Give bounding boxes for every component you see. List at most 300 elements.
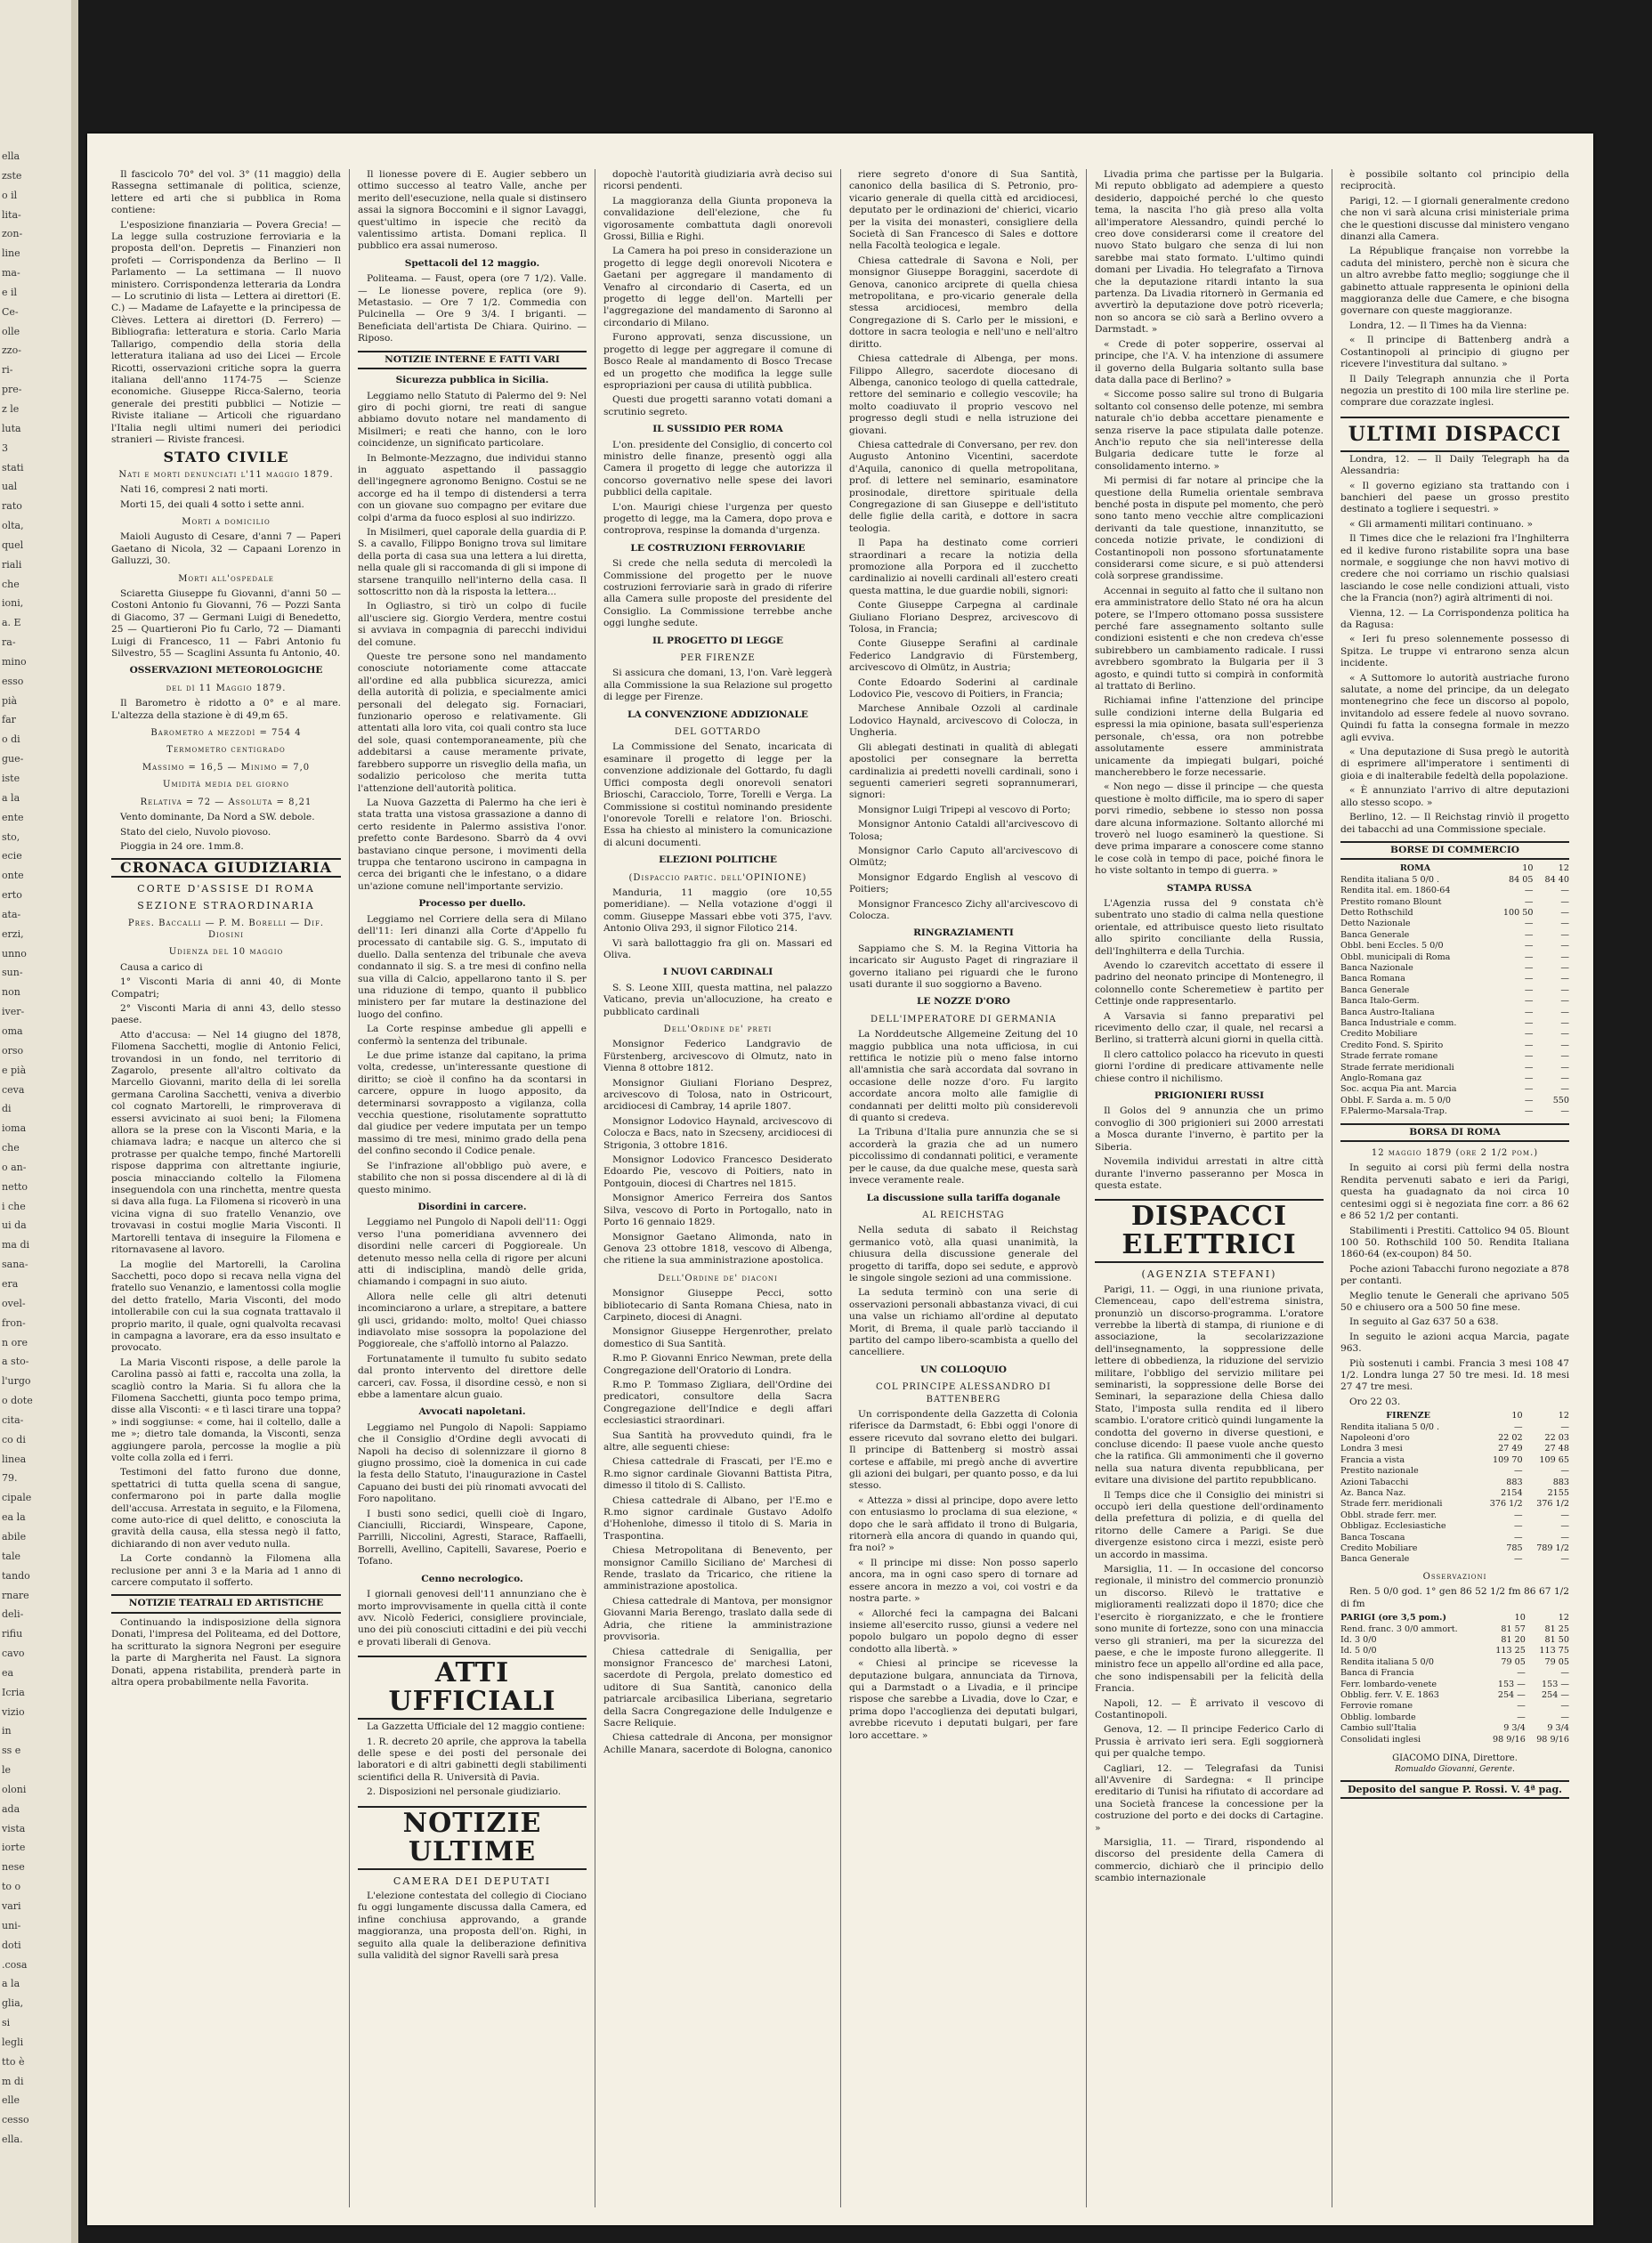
price-cell: 113 25 [1495, 1646, 1526, 1656]
paragraph: Allora nelle celle gli altri detenuti incominciarono a urlare, a strepitare, a battere gli usci, gridando: molto, molto! Quei chiasso indiavolato mise sossopra la popolazione del Poggioreale, che s'affollò intorno al Palazzo. [358, 1291, 587, 1350]
price-cell: — [1524, 919, 1534, 929]
paragraph: Vi sarà ballottaggio fra gli on. Massari ed Oliva. [603, 937, 832, 960]
price-cell: — [1524, 1106, 1534, 1117]
price-cell: — [1560, 1421, 1569, 1432]
price-cell: — [1560, 1084, 1569, 1095]
security-name: Obbl. beni Eccles. 5 0/0 [1340, 941, 1444, 951]
paragraph: Monsignor Lodovico Francesco Desiderato Edoardo Pie, vescovo di Poitiers, nato in Pontgouin, diocesi di Chartres nel 1815. [603, 1154, 832, 1189]
paragraph: Londra, 12. — Il Daily Telegraph ha da Alessandria: [1340, 453, 1569, 477]
security-name: Detto Rothschild [1340, 907, 1413, 918]
subtitle: CAMERA DEI DEPUTATI [393, 1875, 552, 1887]
edge-fragment: ea [2, 1666, 14, 1679]
table-row [1340, 963, 1569, 974]
price-cell: 550 [1552, 1095, 1569, 1105]
price-cell: — [1524, 1073, 1534, 1084]
paragraph: Queste tre persone sono nel mandamento conosciute notoriamente come attaccate all'ordine ed alla pubblica sicurezza, amici della autorità di polizia, e specialmente amici personali del delegato sig. Fornaciari, funzionario operoso e relativamente. Gli attentati alla loro vita, coi quali contro sta luce del sole, quasi contemporaneamente, più che addebitarsi a cause meramente private, farebbero supporre un risveglio della mafia, un sodalizio pericoloso che merita tutta l'attenzione dell'autorità politica. [358, 652, 587, 794]
table-row [1340, 875, 1569, 886]
security-name: Credito Fond. S. Spirito [1340, 1040, 1444, 1050]
paragraph: Furono approvati, senza discussione, un progetto di legge per aggregare il comune di Bosco Reale al mandamento di Bosco Trecase ed un progetto che modifica la legge sulle espropriazioni per causa di utilità pubblica. [603, 332, 832, 391]
table-header: 10 [1514, 1613, 1526, 1624]
table-row [1340, 1084, 1569, 1095]
section-title: LE COSTRUZIONI FERROVIARIE [630, 542, 806, 554]
price-cell: 376 1/2 [1536, 1499, 1569, 1510]
price-cell: — [1514, 1510, 1523, 1520]
subtitle: CORTE D'ASSISE DI ROMA [137, 882, 315, 895]
edge-fragment: ioma [2, 1122, 27, 1135]
edge-fragment: ss e [2, 1745, 21, 1757]
table-row [1340, 1735, 1569, 1745]
edge-fragment: o il [2, 189, 18, 201]
paragraph: Parigi, 12. — I giornali generalmente credono che non vi sarà alcuna crisi ministeriale prima che le questioni discusse dal ministero vengano dinanzi alla Camera. [1340, 195, 1569, 243]
edge-fragment: sana- [2, 1259, 28, 1271]
table-header: PARIGI (ore 3,5 pom.) [1340, 1613, 1447, 1624]
security-name: Strade ferrate meridionali [1340, 1062, 1454, 1073]
price-cell: 79 05 [1544, 1656, 1569, 1667]
security-name: Obbligaz. Ecclesiastiche [1340, 1521, 1446, 1532]
edge-fragment: ella [2, 150, 20, 162]
price-cell: — [1560, 1521, 1569, 1532]
price-cell: — [1524, 951, 1534, 962]
column-5 [1086, 169, 1332, 2207]
security-name: Obblig. lombarde [1340, 1712, 1416, 1722]
section-title: NOTIZIE INTERNE E FATTI VARI [358, 351, 587, 369]
edge-fragment: ceva [2, 1083, 25, 1096]
table-header: 12 [1558, 863, 1569, 874]
edge-fragment: vista [2, 1822, 26, 1834]
edge-fragment: ata- [2, 908, 21, 920]
edge-fragment: che [2, 578, 20, 590]
security-name: Rend. franc. 3 0/0 ammort. [1340, 1624, 1458, 1634]
section-title: CRONACA GIUDIZIARIA [111, 858, 341, 877]
subtitle: Osservazioni [1422, 1571, 1487, 1582]
price-cell: — [1560, 1073, 1569, 1084]
edge-fragment: non [2, 986, 20, 999]
table-row [1340, 919, 1569, 929]
section-title: ELEZIONI POLITICHE [659, 854, 777, 866]
edge-fragment: quel [2, 538, 24, 551]
paragraph: L'on. presidente del Consiglio, di concerto col ministro delle finanze, presentò oggi alla Camera il progetto di legge che autorizza il concorso governativo nelle spese dei lavori pubblici della capitale. [603, 439, 832, 498]
security-name: Banca Nazionale [1340, 962, 1413, 973]
security-name: Banca Generale [1340, 984, 1410, 995]
paragraph: La Corte respinse ambedue gli appelli e confermò la sentenza del tribunale. [358, 1024, 587, 1047]
edge-fragment: fron- [2, 1316, 26, 1329]
paragraph: Più sostenuti i cambi. Francia 3 mesi 108 47 1/2. Londra lunga 27 50 tre mesi. Id. 18 mesi 27 47 tre mesi. [1340, 1357, 1569, 1393]
paragraph: « Una deputazione di Susa pregò le autorità di esprimere all'imperatore i sentimenti di gioia e di inalterabile fedeltà della popolazione. [1340, 747, 1569, 781]
edge-fragment: tale [2, 1550, 21, 1562]
price-cell: — [1560, 951, 1569, 962]
paragraph: Atto d'accusa: — Nel 14 giugno del 1878, Filomena Sacchetti, moglie di Antonio Felici, trovandosi in un fondo, nel territorio di Zagarolo, presente all'altro coltivato da Marcello Giovanni, marito della di lei sorella germana Carolina Sacchetti, veniva a diverbio col cognato Martorelli, le rimproverava di essersi avvicinato ai suoi beni; la Filomena allora se la prese con la Visconti Maria, e la chiamava ladra; e nacque un alterco che si protrasse per qualche tempo, finché Martorelli rispose dapprima con altrettante ingiurie, poscia minacciando coltello la Filomena inseguendola con una rinchetta, mentre questa si dava alla fuga. La Filomena si ricoverò in una vicina vigna di suo fratello Venanzio, ove trovavasi in costui moglie Maria Visconti. Il Martorelli tentava di inseguire la Filomena e ritornavasene al lavoro. [111, 1029, 341, 1256]
paragraph: Marchese Annibale Ozzoli al cardinale Lodovico Haynald, arcivescovo di Colocza, in Ungheria. [849, 703, 1078, 739]
table-header: FIRENZE [1386, 1411, 1430, 1421]
table-row [1340, 1444, 1569, 1454]
edge-fragment: Ce- [2, 305, 19, 318]
security-name: Rendita italiana 5 0/0 . [1340, 1421, 1440, 1432]
security-name: Id. 5 0/0 [1340, 1646, 1377, 1656]
security-name: Azioni Tabacchi [1340, 1477, 1409, 1487]
paragraph: Chiesa cattedrale di Conversano, per rev. don Augusto Antonino Vicentini, sacerdote d'Aquila, canonico di quella metropolitana, prof. di lettere nel seminario, esaminatore prosinodale, direttore spirituale della Congregazione di san Giuseppe e dell'istituto delle figlie della carità, e dottore in sacra teologia. [849, 439, 1078, 534]
subtitle: DEL GOTTARDO [674, 727, 762, 738]
table-row [1340, 1455, 1569, 1466]
paragraph: Chiesa cattedrale di Albano, per l'E.mo e R.mo signor cardinale Gustavo Adolfo d'Hohenlohe, dimesso il titolo di S. Maria in Traspontina. [603, 1494, 832, 1542]
price-cell: — [1524, 1018, 1534, 1028]
security-name: Banca Generale [1340, 929, 1410, 940]
paragraph: Monsignor Carlo Caputo all'arcivescovo di Olmütz; [849, 845, 1078, 869]
paragraph: Berlino, 12. — Il Reichstag rinviò il progetto dei tabacchi ad una Commissione speciale. [1340, 812, 1569, 835]
paragraph: Poche azioni Tabacchi furono negoziate a 878 per contanti. [1340, 1263, 1569, 1287]
section-title: ATTI UFFICIALI [358, 1656, 587, 1720]
security-name: Banca Austro-Italiana [1340, 1007, 1435, 1017]
price-cell: 81 20 [1501, 1634, 1526, 1645]
paragraph: Il Temps dice che il Consiglio dei ministri si occupò ieri della questione dell'ordinamento della prefettura di polizia, e di quella del ritorno delle Camere a Parigi. Se due divergenze esistono circa i mezzi, esiste però un accordo in massima. [1095, 1489, 1324, 1560]
edge-fragment: mino [2, 655, 27, 668]
column-3 [595, 169, 840, 2207]
subtitle: 12 maggio 1879 (ore 2 1/2 pom.) [1371, 1148, 1539, 1159]
edge-fragment: netto [2, 1180, 28, 1193]
edge-fragment: o di [2, 733, 20, 746]
price-cell: — [1524, 996, 1534, 1007]
table-row [1340, 897, 1569, 908]
paragraph: Chiesa cattedrale di Frascati, per l'E.mo e R.mo signor cardinale Giovanni Battista Pitra, dimesso il titolo di S. Callisto. [603, 1456, 832, 1492]
edge-fragment: ual [2, 481, 18, 493]
paragraph: Monsignor Giuseppe Hergenrother, prelato domestico di Sua Santità. [603, 1326, 832, 1349]
paragraph: Cagliari, 12. — Telegrafasi da Tunisi all'Avvenire di Sardegna: « Il principe ereditario di Tunisi ha rifiutato di accordare ad una Società francese la concessione per la costruzione del porto e dei docks di Cartagine. » [1095, 1762, 1324, 1834]
price-cell: 113 75 [1539, 1646, 1569, 1656]
edge-fragment: rnare [2, 1589, 29, 1601]
paragraph: Il Daily Telegraph annunzia che il Porta negozia un prestito di 100 mila lire sterline pe. comprare due corazzate inglesi. [1340, 373, 1569, 409]
paragraph: « A Suttomore lo autorità austriache furono salutate, a nome del principe, da un delegato montenegrino che fece un discorso al popolo, invitandolo ad essere fedele al nuovo sovrano. Quindi fu fatta la consegna formale in mezzo agli evviva. [1340, 672, 1569, 743]
subtitle: PER FIRENZE [680, 653, 756, 664]
price-cell: 27 48 [1544, 1444, 1569, 1454]
security-name: Banca di Francia [1340, 1668, 1414, 1679]
paragraph: Vienna, 12. — La Corrispondenza politica ha da Ragusa: [1340, 607, 1569, 630]
paragraph: Il fascicolo 70° del vol. 3° (11 maggio) della Rassegna settimanale di politica, scienze, lettere ed arti che si pubblica in Roma contiene: [111, 169, 341, 216]
paragraph: Pioggia in 24 ore. 1mm.8. [120, 840, 244, 852]
edge-fragment: tando [2, 1569, 30, 1582]
edge-fragment: vari [2, 1900, 21, 1913]
section-title: UN COLLOQUIO [919, 1364, 1008, 1375]
paragraph: Questi due progetti saranno votati domani a scrutinio segreto. [603, 394, 832, 417]
line: Udienza del 10 maggio [168, 947, 284, 958]
price-cell: 22 03 [1544, 1433, 1569, 1443]
edge-fragment: onte [2, 870, 24, 882]
paragraph: Il Barometro è ridotto a 0° e al mare. L'altezza della stazione è di 49,m 65. [111, 698, 341, 721]
price-cell: 2155 [1547, 1488, 1569, 1499]
paragraph: Monsignor Giuliani Floriano Desprez, arcivescovo di Tolosa, nato in Ostricourt, arcidiocesi di Cambray, 14 aprile 1807. [603, 1077, 832, 1113]
price-cell: 254 — [1542, 1689, 1569, 1700]
table-row [1340, 1668, 1569, 1679]
paragraph: Testimoni del fatto furono due donne, spettatrici di tutta quella scena di sangue, confermarono poi in parte dalla moglie dell'accusa. Arrestata in seguito, e la Filomena, come auto-rice di quel delitto, e conosciuta la gravità della causa, ella stessa negò il fatto, dichiarando di non aver veduto nulla. [111, 1467, 341, 1550]
table-row [1340, 1646, 1569, 1656]
paragraph: « Gli armamenti militari continuano. » [1349, 518, 1533, 530]
price-cell: — [1560, 1051, 1569, 1062]
price-cell: — [1524, 962, 1534, 973]
price-cell: — [1560, 919, 1569, 929]
edge-fragment: a la [2, 791, 20, 804]
edge-fragment: a sto- [2, 1356, 29, 1368]
paragraph: Conte Giuseppe Carpegna al cardinale Giuliano Floriano Desprez, arcivescovo di Tolosa, in Francia; [849, 600, 1078, 636]
paragraph: riere segreto d'onore di Sua Santità, canonico della basilica di S. Petronio, pro-vicario generale di quella città ed arcidiocesi, deputato per le ordinazioni de' chierici, vicario per la visita dei monasteri, consigliere della Società di San Francesco di Sales e dottore nella Facoltà teologica e legale. [849, 169, 1078, 252]
subtitle: Morti a domicilio [182, 516, 271, 527]
edge-fragment: esso [2, 675, 24, 687]
edge-fragment: cita- [2, 1413, 24, 1426]
paragraph: Mi permisi di far notare al principe che la questione della Rumelia orientale sembrava benché posta in dispute pel momento, che però sono tanto meno vecchie altre complicazioni derivanti da tale questione, innanzitutto, se conceda notizie private, le condizioni di Costantinopoli non possono sfortunatamente considerarsi come sicure, e si può attendersi colà sorprese grandissime. [1095, 475, 1324, 582]
table-row [1340, 1624, 1569, 1635]
edge-fragment: era [2, 1277, 19, 1290]
table-row [1340, 1690, 1569, 1701]
price-cell: — [1560, 984, 1569, 995]
edge-fragment: doti [2, 1939, 21, 1951]
paragraph: Chiesa cattedrale di Albenga, per mons. Filippo Allegro, sacerdote diocesano di Albenga, canonico teologo di quella cattedrale, rettore del seminario e collegio vescovile; ha molto coadiuvato il proprio vescovo nel progresso degli studi e nella istruzione dei giovani. [849, 353, 1078, 436]
paragraph: L'elezione contestata del collegio di Ciociano fu oggi lungamente discussa dalla Camera, ed infine conchiusa approvando, a grande maggioranza, una proposta dell'on. Righi, in seguito alla quale la deliberazione definitiva sulla validità del signor Ravelli sarà presa [358, 1890, 587, 1961]
section-title: Sicurezza pubblica in Sicilia. [395, 375, 549, 386]
price-cell: — [1514, 1421, 1523, 1432]
edge-fragment: m di [2, 2075, 24, 2087]
paragraph: Conte Edoardo Soderini al cardinale Lodovico Pie, vescovo di Poitiers, in Francia; [849, 676, 1078, 700]
paragraph: Marsiglia, 11. — Tirard, rispondendo al discorso del presidente della Camera di commercio, dichiarò che il principio dello scambio internazionale [1095, 1837, 1324, 1884]
paragraph: Leggiamo nel Corriere della sera di Milano dell'11: Ieri dinanzi alla Corte d'Appello fu processato di cantabile sig. G. S., imputato di duello. Dalla sentenza del tribunale che aveva condannato il sig. S. a tre mesi di confino nella sua villa di Calcio, appellarono tanto il S. per una riduzione di tempo, quanto il pubblico ministero per far mutare la destinazione del luogo del confino. [358, 913, 587, 1020]
paragraph: Stabilimenti i Prestiti. Cattolico 94 05. Blount 100 50. Rothschild 100 50. Rendita Italiana 1860-64 (ex-coupon) 84 50. [1340, 1225, 1569, 1260]
edge-fragment: n ore [2, 1336, 28, 1348]
edge-fragment: l'urgo [2, 1375, 31, 1388]
edge-fragment: sun- [2, 967, 23, 979]
paragraph: Sciaretta Giuseppe fu Giovanni, d'anni 50 — Costoni Antonio fu Giovanni, 76 — Pozzi Santa di Giacomo, 37 — Germani Luigi di Benedetto, 25 — Quartieroni Pio fu Carlo, 72 — Diamanti Luigi di Francesco, 11 — Fabri Antonio fu Silvestro, 55 — Scaglini Assunta fu Antonio, 40. [111, 588, 341, 660]
price-cell: 883 [1552, 1477, 1569, 1487]
security-name: Londra 3 mesi [1340, 1444, 1403, 1454]
edge-fragment: iorte [2, 1842, 26, 1854]
line: Massimo = 16,5 — Minimo = 7,0 [142, 762, 311, 773]
security-name: Cambio sull'Italia [1340, 1723, 1417, 1734]
edge-fragment: pià [2, 694, 18, 707]
section-title: BORSE DI COMMERCIO [1340, 841, 1569, 860]
paragraph: La seduta terminò con una serie di osservazioni personali abbastanza vivaci, di cui una valse un richiamo all'ordine al deputato Morit, di Brema, il quale parlò tacciando il partito del campo libero-scambista a quello del cancelliere. [849, 1287, 1078, 1358]
paragraph: Causa a carico di [120, 961, 203, 973]
edge-fragment: olle [2, 325, 20, 337]
price-cell: — [1560, 1466, 1569, 1477]
security-name: Rendita italiana 5 0/0 [1340, 1656, 1434, 1667]
paragraph: « Il governo egiziano sta trattando con i banchieri del paese un grosso prestito destinato a togliere i sequestri. » [1340, 480, 1569, 515]
paragraph: Monsignor Lodovico Haynald, arcivescovo di Colocza e Bacs, nato in Szecseny, arcidiocesi di Strigonia, 3 ottobre 1816. [603, 1115, 832, 1151]
price-cell: — [1560, 1007, 1569, 1017]
price-cell: — [1517, 1668, 1526, 1679]
edge-fragment: e pià [2, 1064, 27, 1076]
edge-fragment: pre- [2, 384, 22, 396]
edge-fragment: nese [2, 1861, 25, 1874]
security-name: Ferr. lombardo-venete [1340, 1679, 1437, 1689]
edge-fragment: ente [2, 811, 24, 823]
price-cell: — [1524, 941, 1534, 951]
security-name: Banca Romana [1340, 974, 1405, 984]
editor-signature: GIACOMO DINA, Direttore. [1392, 1753, 1518, 1763]
price-cell: 109 65 [1539, 1454, 1569, 1465]
edge-fragment: o an- [2, 1161, 27, 1173]
line: Umidità media del giorno [163, 780, 289, 790]
subtitle: Morti all'ospedale [178, 573, 274, 584]
paragraph: Le due prime istanze dal capitano, la prima volta, credesse, un'interessante questione di diritto; se cioè il confino ha da scontarsi in carcere, oppure in luogo apposito, da determinarsi sovrapposto a vigilanza, colla vecchia questione, risolutamente soprattutto dal giudice per vedere imputata per un tempo massimo di tre mesi, minimo grado della pena del confino secondo il Codice penale. [358, 1050, 587, 1157]
security-name: Strade ferrate romane [1340, 1051, 1438, 1062]
manager-signature: Romualdo Giovanni, Gerente. [1395, 1765, 1515, 1775]
price-cell: — [1560, 1040, 1569, 1050]
edge-fragment: Icria [2, 1686, 25, 1698]
edge-fragment: riali [2, 558, 22, 571]
paragraph: La Nuova Gazzetta di Palermo ha che ieri è stata tratta una vistosa grassazione a danno di certo residente in Palermo assistiva l'onor. prefetto conte Bardesono. Sbarrò da 4 ovvi bastaviano cinque persone, i movimenti della truppa che tentarono uscirono in campagna in cerca dei briganti che le infestano, o a didare un'azione comune nell'importante servizio. [358, 797, 587, 892]
paragraph: Marsiglia, 11. — In occasione del concorso regionale, il ministro del commercio pronunziò un discorso. Rilevò le trattative e miglioramenti realizzati dopo il 1870; dice che l'esercito è riorganizzato, e che le frontiere sono munite di fortezze, sono con una minaccia verso gli stranieri, ma per la sicurezza del paese, e che le imposte furono alleggerite. Il ministro fece un appello all'ordine ed alla pace, che sono indispensabili per la felicità della Francia. [1095, 1564, 1324, 1695]
paragraph: dopochè l'autorità giudiziaria avrà deciso sui ricorsi pendenti. [603, 169, 832, 192]
section-title: STATO CIVILE [163, 449, 289, 466]
security-name: Banca Generale [1340, 1554, 1410, 1565]
paragraph: L'Agenzia russa del 9 constata ch'è subentrato uno stadio di calma nella questione orientale, ed attribuisce questo lieto risultato allo spirito conciliante della Russia, dell'Inghilterra e della Turchia. [1095, 897, 1324, 957]
edge-fragment: oloni [2, 1783, 27, 1795]
paragraph: Ren. 5 0/0 god. 1° gen 86 52 1/2 fm 86 67 1/2 di fm [1340, 1586, 1569, 1609]
paragraph: Napoli, 12. — È arrivato il vescovo di Costantinopoli. [1095, 1697, 1324, 1721]
paragraph: La Maria Visconti rispose, a delle parole la Carolina passò ai fatti e, raccolta una zolla, la scagliò contro la Maria. Si fu allora che la Filomena Sacchetti, giunta poco tempo prima, disse alla Visconti: « e tì lasci tirare una toppa? » indi soggiunse: « come, hai il coltello, dalle a me »; dietro tale domanda, la Visconti, senza aggiungere parola, percosse la moglie a più volte colla zolla ed i ferri. [111, 1356, 341, 1463]
paragraph: Chiesa cattedrale di Ancona, per monsignor Achille Manara, sacerdote di Bologna, canonico [603, 1732, 832, 1755]
paragraph: Genova, 12. — Il principe Federico Carlo di Prussia è arrivato ieri sera. Egli soggiornerà qui per qualche tempo. [1095, 1724, 1324, 1760]
firenze-table [1340, 1411, 1569, 1566]
paragraph: Monsignor Gaetano Alimonda, nato in Genova 23 ottobre 1818, vescovo di Albenga, che ritiene la sua amministrazione apostolica. [603, 1231, 832, 1267]
paragraph: « Allorché feci la campagna dei Balcani insieme all'esercito russo, giunsi a vedere nel popolo bulgaro un popolo degno di esser condotto alla libertà. » [849, 1607, 1078, 1655]
paragraph: Monsignor Francesco Zichy all'arcivescovo di Colocza. [849, 898, 1078, 921]
price-cell: — [1560, 996, 1569, 1007]
edge-fragment: gue- [2, 753, 24, 765]
section-title: LE NOZZE D'ORO [916, 996, 1011, 1008]
paragraph: In seguito le azioni acqua Marcia, pagate 963. [1340, 1331, 1569, 1355]
paragraph: Monsignor Luigi Tripepi al vescovo di Porto; [858, 804, 1071, 815]
price-cell: 109 70 [1493, 1454, 1523, 1465]
paragraph: Richiamai infine l'attenzione del principe sulle condizioni interne della Bulgaria ed espressi la mia opinione, basata sull'esperienza personale, ch'essa, ora non potrebbe assolutamente essere amministrata unicamente da impiegati bulgari, poiché mancherebbero le forze necessarie. [1095, 695, 1324, 778]
edge-fragment: linea [2, 1453, 27, 1465]
paragraph: La Camera ha poi preso in considerazione un progetto di legge degli onorevoli Nicotera e Gaetani per aggregare il mandamento di Venafro al circondario di Caserta, ed un progetto di legge dell'on. Martelli per l'aggregazione del mandamento di Saronno al circondario di Milano. [603, 246, 832, 328]
security-name: Credito Mobiliare [1340, 1543, 1418, 1554]
price-cell: — [1524, 974, 1534, 984]
parigi-table [1340, 1613, 1569, 1745]
subtitle: del dì 11 Maggio 1879. [166, 683, 287, 693]
edge-fragment: stati [2, 461, 24, 474]
security-name: Detto Nazionale [1340, 919, 1411, 929]
price-cell: 2154 [1501, 1488, 1523, 1499]
page-gutter [71, 0, 78, 2243]
paragraph: 1° Visconti Maria di anni 40, di Monte Compatri; [111, 976, 341, 1000]
price-cell: 98 9/16 [1493, 1734, 1526, 1745]
paragraph: Nella seduta di sabato il Reichstag germanico votò, alla quasi unanimità, la chiusura della discussione generale del progetto di tariffa, dopo sei sedute, e approvò le singole singole sezioni ad una commissione. [849, 1225, 1078, 1283]
edge-fragment: cesso [2, 2114, 29, 2126]
subtitle: Nati e morti denunciati l'11 maggio 1879. [118, 469, 334, 480]
paragraph: Monsignor Federico Landgravio de Fürstenberg, arcivescovo di Olmutz, nato in Vienna 8 ottobre 1812. [603, 1039, 832, 1074]
paragraph: Politeama. — Faust, opera (ore 7 1/2). Valle. — Le lionesse povere, replica (ore 9). Metastasio. — Ore 7 1/2. Commedia con Pulcinella — Ore 9 3/4. I briganti. — Beneficiata dell'artista De Chiara. Quirino. — Riposo. [358, 273, 587, 344]
security-name: Obbl. municipali di Roma [1340, 951, 1451, 962]
paragraph: 1. R. decreto 20 aprile, che approva la tabella delle spese e dei posti del personale dei laboratori e di altri gabinetti degli stabilimenti scientifici della R. Università di Pavia. [358, 1736, 587, 1783]
line: Barometro a mezzodì = 754 4 [150, 728, 302, 739]
table-header: 10 [1522, 863, 1534, 874]
section-title: BORSA DI ROMA [1340, 1123, 1569, 1142]
edge-fragment: line [2, 247, 20, 260]
price-cell: — [1524, 886, 1534, 896]
paragraph: « Il principe mi disse: Non posso saperlo ancora, ma in ogni caso spero di tornare ad essere ancora in mezzo a voi, coi vostri e da nostra parte. » [849, 1557, 1078, 1605]
table-row [1340, 1422, 1569, 1433]
price-cell: — [1524, 896, 1534, 907]
price-cell: 81 50 [1544, 1634, 1569, 1645]
paragraph: L'esposizione finanziaria — Povera Grecia! — La legge sulla costruzione ferroviaria e la proposta dell'on. Depretis — Finanzieri non profeti — Corrispondenza da Berlino — Il Parlamento — La settimana — Il nuovo ministero. Corrispondenza letteraria da Londra — Lo scrutinio di lista — Lettera ai direttori (E. C.) — Madame de Lafayette e la principessa de Clèves. Lettera ai direttori (D. Ferrero) — Bibliografia: letteratura e storia. Carlo Maria Tallarigo, compendio della storia della letteratura italiana ad uso dei Licei — Ercole Ricotti, osservazioni critiche sopra la guerra italiana dell'anno 1174-75 — Scienze economiche. Giuseppe Ricca-Salerno, teoria generale dei prestiti pubblici — Notizie — Riviste italiane — Articoli che riguardano l'Italia negli ultimi numeri dei periodici stranieri — Riviste francesi. [111, 219, 341, 445]
table-row [1340, 1713, 1569, 1723]
section-title: La discussione sulla tariffa doganale [866, 1192, 1061, 1203]
security-name: Banca Italo-Germ. [1340, 996, 1420, 1007]
price-cell: — [1524, 1029, 1534, 1040]
table-row [1340, 974, 1569, 984]
price-cell: 254 — [1497, 1689, 1526, 1700]
security-name: Rendita italiana 5 0/0 . [1340, 874, 1440, 885]
security-name: Napoleoni d'oro [1340, 1433, 1410, 1443]
paragraph: Morti 15, dei quali 4 sotto i sette anni. [120, 498, 304, 510]
section-title: OSSERVAZIONI METEOROLOGICHE [129, 665, 323, 676]
paragraph: In seguito al Gaz 637 50 a 638. [1349, 1316, 1499, 1328]
subtitle: (AGENZIA STEFANI) [1141, 1268, 1277, 1281]
table-row [1340, 1680, 1569, 1690]
paragraph: Un corrispondente della Gazzetta di Colonia riferisce da Darmstadt, 6: Ebbi oggi l'onore di essere ricevuto dal sovrano eletto dei bulgari. Il principe di Battenberg si mostrò assai cortese e affabile, mi pregò anche di avvertire gli azioni dei bulgari, per quanto posso, e da lui stesso. [849, 1409, 1078, 1492]
paragraph: Gli ablegati destinati in qualità di ablegati apostolici per consegnare la berretta cardinalizia ai predetti novelli cardinali, sono i seguenti camerieri segreti soprannumerari, signori: [849, 741, 1078, 801]
table-header: ROMA [1399, 863, 1431, 874]
subtitle: COL PRINCIPE ALESSANDRO DI BATTENBERG [876, 1382, 1051, 1405]
paragraph: La Gazzetta Ufficiale del 12 maggio contiene: [367, 1721, 586, 1733]
edge-fragment: zon- [2, 228, 23, 240]
paragraph: La Tribuna d'Italia pure annunzia che se si accorderà la grazia che ad un numero piccolissimo di condannati politici, e veramente per le cause, da due qualche mese, questa sarà invece veramente reale. [849, 1127, 1078, 1186]
paragraph: Il clero cattolico polacco ha ricevuto in questi giorni l'ordine di predicare attivamente nelle chiese contro il nichilismo. [1095, 1049, 1324, 1084]
paragraph: In Ogliastro, si tirò un colpo di fucile all'usciere sig. Giorgio Verdera, mentre costui si avviava in compagnia di parecchi individui del comune. [358, 601, 587, 648]
price-cell: — [1524, 1084, 1534, 1095]
paragraph: Il lionesse povere di E. Augier sebbero un ottimo successo al teatro Valle, anche per merito dell'esecuzione, nella quale si distinsero assai la signora Boccomini e il signor Lavaggi, quest'ultimo in ispecie che recitò da valentissimo artista. Domani replica. Il pubblico era assai numeroso. [358, 169, 587, 252]
security-name: Anglo-Romana gaz [1340, 1073, 1422, 1084]
edge-fragment: ma di [2, 1239, 30, 1251]
edge-fragment: zste [2, 169, 22, 182]
column-4 [840, 169, 1086, 2207]
security-name: Obbl. F. Sarda a. m. 5 0/0 [1340, 1095, 1451, 1105]
line: Termometro centigrado [166, 745, 286, 756]
paragraph: I giornali genovesi dell'11 annunziano che è morto improvvisamente in quella città il conte avv. Nicolò Federici, consigliere provinciale, uno dei più conosciuti cittadini e dei più vecchi e provati liberali di Genova. [358, 1589, 587, 1648]
paragraph: « Ieri fu preso solennemente possesso di Spitza. Le truppe vi entrarono senza alcun incidente. [1340, 634, 1569, 669]
line: Pres. Baccalli — P. M. Borelli — Dif. Diosini [127, 918, 325, 940]
price-cell: — [1560, 1701, 1569, 1712]
paragraph: Stato del cielo, Nuvolo piovoso. [120, 826, 271, 838]
price-cell: — [1560, 929, 1569, 940]
price-cell: — [1514, 1532, 1523, 1543]
edge-fragment: ecie [2, 850, 22, 862]
paragraph: Livadia prima che partisse per la Bulgaria. Mi reputo obbligato ad adempiere a questo desiderio, dappoiché perché lo che questo tema, la nascita l'ho già preso alla volta all'imperatore Alessandro, quindi perché lo creo dove considerarsi come il creatore del nuovo Stato bulgaro che senza di lui non sarebbe mai stato formato. L'ultimo quindi domani per Livadia. Ho telegrafato a Tirnova che la deputazione ritardi intanto la sua partenza. Da Livadia ritornerò in Germania ed avvertirò la deputazione dove potrò riceverla; non so ancora se ciò sarà a Berlino ovvero a Darmstadt. » [1095, 169, 1324, 336]
paragraph: « Crede di poter sopperire, osservai al principe, che l'A. V. ha intenzione di assumere il governo della Bulgaria soltanto sulla base data dalla pace di Berlino? » [1095, 338, 1324, 385]
subtitle: Dell'Ordine de' preti [663, 1024, 773, 1034]
edge-fragment: ri- [2, 364, 13, 377]
subtitle: SEZIONE STRAORDINARIA [137, 900, 315, 912]
edge-fragment: orso [2, 1044, 24, 1057]
paragraph: Monsignor Antonio Cataldi all'arcivescovo di Tolosa; [849, 819, 1078, 842]
paragraph: La République française non vorrebbe la caduta del ministero, perchè non è sicura che un altro avrebbe fatto meglio; soggiunge che il gabinetto attuale rappresenta le opinioni della maggioranza delle due Camere, e che bisogna governare con queste maggioranze. [1340, 246, 1569, 317]
price-cell: — [1524, 984, 1534, 995]
edge-fragment: o dote [2, 1395, 33, 1407]
table-row [1340, 1554, 1569, 1565]
table-row [1340, 886, 1569, 896]
edge-fragment: iver- [2, 1006, 25, 1018]
paragraph: « Chiesi al principe se ricevesse la deputazione bulgara, annunciata da Tirnova, qui a Darmstadt o a Livadia, e il principe rispose che sarebbe a Livadia, dove lo Czar, e prima dopo l'accoglienza dei deputati bulgari, avrebbe ricevuto i deputati bulgari, per fare loro accettare. » [849, 1658, 1078, 1741]
security-name: Obblig. ferr. V. E. 1863 [1340, 1689, 1439, 1700]
table-row [1340, 1073, 1569, 1084]
price-cell: 27 49 [1498, 1444, 1523, 1454]
edge-fragment: 3 [2, 441, 8, 454]
paragraph: Se l'infrazione all'obbligo può avere, e stabilito che non si possa discendere al di là di questo minimo. [358, 1160, 587, 1195]
price-cell: 376 1/2 [1489, 1499, 1523, 1510]
price-cell: 153 — [1542, 1679, 1569, 1689]
security-name: Strade ferr. meridionali [1340, 1499, 1443, 1510]
table-row [1340, 1041, 1569, 1051]
edge-fragment: luta [2, 422, 21, 434]
price-cell: — [1560, 1018, 1569, 1028]
edge-fragment: unno [2, 947, 27, 960]
